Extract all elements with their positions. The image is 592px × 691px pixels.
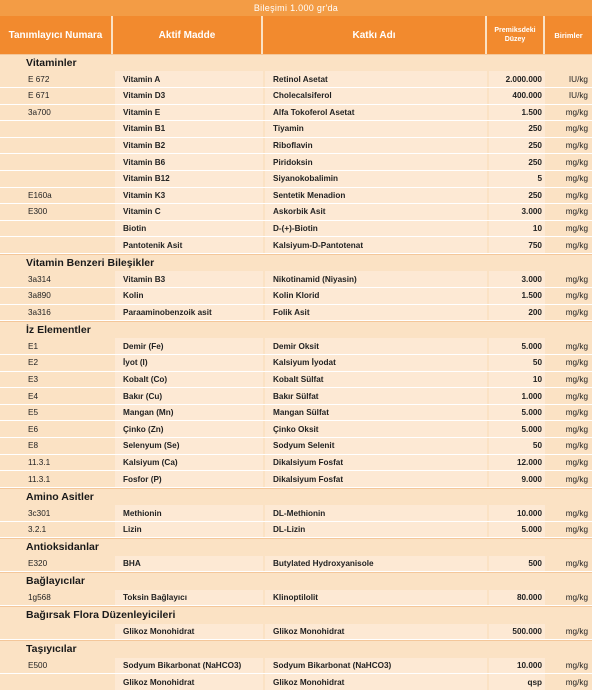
cell-unit: mg/kg (565, 441, 588, 451)
cell-code: 3a890 (28, 291, 51, 301)
composition-title: Bileşimi 1.000 gr'da (0, 0, 592, 16)
cell-level: 200 (487, 305, 545, 321)
cell-active: Kalsiyum (Ca) (113, 455, 263, 471)
cell-level: 250 (487, 188, 545, 204)
cell-code: E2 (28, 358, 39, 368)
cell-active: Vitamin K3 (113, 188, 263, 204)
cell-additive: Glikoz Monohidrat (263, 624, 487, 640)
cell-code (0, 237, 113, 253)
cell-active: Lizin (113, 522, 263, 538)
cell-code: E6 (28, 424, 39, 434)
header-active: Aktif Madde (113, 16, 263, 54)
table-row (0, 556, 592, 573)
table-row (0, 288, 592, 305)
cell-level: 3.000 (487, 271, 545, 287)
cell-additive: Bakır Sülfat (263, 388, 487, 404)
cell-active: Çinko (Zn) (113, 421, 263, 437)
cell-additive: Kobalt Sülfat (263, 372, 487, 388)
cell-level: 1.500 (487, 105, 545, 121)
section-title: İz Elementler (0, 321, 592, 338)
table-row (0, 421, 592, 438)
cell-unit: mg/kg (565, 107, 588, 117)
section-title: Antioksidanlar (0, 538, 592, 555)
cell-unit: mg/kg (565, 424, 588, 434)
cell-code: 3a700 (28, 107, 51, 117)
cell-additive: Riboflavin (263, 138, 487, 154)
cell-unit: mg/kg (565, 224, 588, 234)
cell-additive: Nikotinamid (Niyasin) (263, 271, 487, 287)
section-title: Bağlayıcılar (0, 572, 592, 589)
cell-additive: Piridoksin (263, 154, 487, 170)
cell-unit: mg/kg (565, 240, 588, 250)
cell-additive: Tiyamin (263, 121, 487, 137)
table-row (0, 388, 592, 405)
cell-code: 11.3.1 (28, 457, 51, 467)
cell-level: 3.000 (487, 204, 545, 220)
cell-code: E8 (28, 441, 39, 451)
cell-additive: Alfa Tokoferol Asetat (263, 105, 487, 121)
cell-unit: mg/kg (565, 474, 588, 484)
cell-code: E5 (28, 408, 39, 418)
cell-unit: mg/kg (565, 593, 588, 603)
cell-additive: DL-Methionin (263, 505, 487, 521)
cell-additive: Sodyum Selenit (263, 438, 487, 454)
cell-unit: mg/kg (565, 157, 588, 167)
cell-unit: mg/kg (565, 207, 588, 217)
cell-unit: mg/kg (565, 341, 588, 351)
header-level: Premiksdeki Düzey (487, 16, 545, 54)
cell-additive: Butylated Hydroxyanisole (263, 556, 487, 572)
table-row (0, 624, 592, 641)
cell-level: 500 (487, 556, 545, 572)
cell-unit: mg/kg (565, 627, 588, 637)
cell-unit: mg/kg (565, 508, 588, 518)
table-row (0, 471, 592, 488)
cell-code: 3a316 (28, 307, 51, 317)
cell-code (0, 138, 113, 154)
cell-code: 11.3.1 (28, 474, 51, 484)
table-row (0, 121, 592, 138)
cell-level: 12.000 (487, 455, 545, 471)
table-row (0, 88, 592, 105)
cell-unit: mg/kg (565, 124, 588, 134)
cell-code (0, 221, 113, 237)
cell-unit: mg/kg (565, 457, 588, 467)
cell-active: Kolin (113, 288, 263, 304)
cell-code: E500 (28, 661, 48, 671)
cell-level: 10.000 (487, 658, 545, 674)
cell-level: 9.000 (487, 471, 545, 487)
cell-code (0, 624, 113, 640)
cell-level: 1.500 (487, 288, 545, 304)
table-row (0, 438, 592, 455)
section-title: Amino Asitler (0, 488, 592, 505)
cell-code: E 672 (28, 74, 50, 84)
cell-additive: Dikalsiyum Fosfat (263, 455, 487, 471)
cell-additive: Kolin Klorid (263, 288, 487, 304)
cell-active: Vitamin D3 (113, 88, 263, 104)
cell-code (0, 154, 113, 170)
cell-code: 3.2.1 (28, 525, 47, 535)
cell-active: Vitamin B2 (113, 138, 263, 154)
header-code: Tanımlayıcı Numara (0, 16, 113, 54)
table-row (0, 271, 592, 288)
cell-active: Pantotenik Asit (113, 237, 263, 253)
cell-level: 10 (487, 372, 545, 388)
table-row (0, 674, 592, 691)
cell-code: E3 (28, 374, 39, 384)
cell-code: E320 (28, 559, 48, 569)
cell-level: 5.000 (487, 421, 545, 437)
cell-active: Methionin (113, 505, 263, 521)
header-unit: Birimler (545, 16, 592, 54)
cell-level: 5.000 (487, 405, 545, 421)
cell-active: Vitamin B12 (113, 171, 263, 187)
cell-unit: mg/kg (565, 661, 588, 671)
cell-level: 5 (487, 171, 545, 187)
table-row (0, 355, 592, 372)
cell-unit: mg/kg (565, 391, 588, 401)
cell-active: Kobalt (Co) (113, 372, 263, 388)
cell-level: 250 (487, 121, 545, 137)
table-row (0, 154, 592, 171)
cell-unit: mg/kg (565, 174, 588, 184)
table-row (0, 505, 592, 522)
cell-unit: mg/kg (565, 408, 588, 418)
cell-unit: IU/kg (568, 74, 588, 84)
cell-level: 50 (487, 355, 545, 371)
cell-code (0, 674, 113, 690)
cell-level: 500.000 (487, 624, 545, 640)
section-title: Vitaminler (0, 54, 592, 71)
table-row (0, 305, 592, 322)
cell-additive: Folik Asit (263, 305, 487, 321)
cell-active: Biotin (113, 221, 263, 237)
cell-additive: Klinoptilolit (263, 590, 487, 606)
cell-level: 2.000.000 (487, 71, 545, 87)
cell-additive: Mangan Sülfat (263, 405, 487, 421)
cell-level: 5.000 (487, 338, 545, 354)
cell-active: Toksin Bağlayıcı (113, 590, 263, 606)
cell-level: 250 (487, 154, 545, 170)
table-row (0, 221, 592, 238)
cell-unit: mg/kg (565, 274, 588, 284)
cell-code (0, 121, 113, 137)
cell-active: Demir (Fe) (113, 338, 263, 354)
table-row (0, 105, 592, 122)
cell-active: Vitamin B6 (113, 154, 263, 170)
section-title: Taşıyıcılar (0, 640, 592, 657)
table-row (0, 522, 592, 539)
cell-code: E300 (28, 207, 48, 217)
table-row (0, 590, 592, 607)
cell-unit: mg/kg (565, 525, 588, 535)
section-title: Vitamin Benzeri Bileşikler (0, 254, 592, 271)
cell-additive: Dikalsiyum Fosfat (263, 471, 487, 487)
cell-additive: Sodyum Bikarbonat (NaHCO3) (263, 658, 487, 674)
cell-active: Bakır (Cu) (113, 388, 263, 404)
header-additive: Katkı Adı (263, 16, 487, 54)
table-header (0, 16, 592, 54)
cell-unit: mg/kg (565, 307, 588, 317)
table-row (0, 188, 592, 205)
cell-level: 80.000 (487, 590, 545, 606)
cell-level: 50 (487, 438, 545, 454)
cell-unit: IU/kg (568, 91, 588, 101)
cell-additive: Retinol Asetat (263, 71, 487, 87)
cell-additive: Çinko Oksit (263, 421, 487, 437)
cell-level: qsp (487, 674, 545, 690)
cell-active: Vitamin C (113, 204, 263, 220)
cell-level: 10.000 (487, 505, 545, 521)
cell-active: Paraaminobenzoik asit (113, 305, 263, 321)
cell-code: 3a314 (28, 274, 51, 284)
table-row (0, 71, 592, 88)
cell-additive: Demir Oksit (263, 338, 487, 354)
cell-unit: mg/kg (565, 141, 588, 151)
table-body (0, 54, 592, 691)
cell-level: 250 (487, 138, 545, 154)
cell-level: 400.000 (487, 88, 545, 104)
cell-additive: Cholecalsiferol (263, 88, 487, 104)
cell-level: 750 (487, 237, 545, 253)
table-row (0, 138, 592, 155)
cell-additive: Kalsiyum-D-Pantotenat (263, 237, 487, 253)
cell-unit: mg/kg (565, 190, 588, 200)
cell-active: BHA (113, 556, 263, 572)
cell-additive: Askorbik Asit (263, 204, 487, 220)
cell-additive: Siyanokobalimin (263, 171, 487, 187)
table-row (0, 171, 592, 188)
cell-code: E1 (28, 341, 39, 351)
cell-active: Vitamin A (113, 71, 263, 87)
cell-active: İyot (I) (113, 355, 263, 371)
cell-level: 1.000 (487, 388, 545, 404)
cell-active: Vitamin B1 (113, 121, 263, 137)
cell-active: Vitamin B3 (113, 271, 263, 287)
cell-active: Vitamin E (113, 105, 263, 121)
table-row (0, 372, 592, 389)
cell-active: Selenyum (Se) (113, 438, 263, 454)
cell-unit: mg/kg (565, 677, 588, 687)
cell-additive: Kalsiyum İyodat (263, 355, 487, 371)
cell-active: Mangan (Mn) (113, 405, 263, 421)
table-row (0, 204, 592, 221)
cell-active: Fosfor (P) (113, 471, 263, 487)
cell-unit: mg/kg (565, 374, 588, 384)
table-row (0, 237, 592, 254)
cell-active: Glikoz Monohidrat (113, 674, 263, 690)
cell-active: Glikoz Monohidrat (113, 624, 263, 640)
table-row (0, 455, 592, 472)
cell-level: 10 (487, 221, 545, 237)
cell-code: E160a (28, 190, 52, 200)
table-row (0, 338, 592, 355)
cell-unit: mg/kg (565, 559, 588, 569)
table-row (0, 405, 592, 422)
cell-code: E 671 (28, 91, 50, 101)
cell-additive: D-(+)-Biotin (263, 221, 487, 237)
cell-additive: Glikoz Monohidrat (263, 674, 487, 690)
cell-additive: Sentetik Menadion (263, 188, 487, 204)
section-title: Bağırsak Flora Düzenleyicileri (0, 606, 592, 623)
cell-level: 5.000 (487, 522, 545, 538)
cell-code: E4 (28, 391, 39, 401)
cell-additive: DL-Lizin (263, 522, 487, 538)
cell-code (0, 171, 113, 187)
cell-code: 3c301 (28, 508, 51, 518)
cell-unit: mg/kg (565, 291, 588, 301)
cell-code: 1g568 (28, 593, 51, 603)
cell-active: Sodyum Bikarbonat (NaHCO3) (113, 658, 263, 674)
cell-unit: mg/kg (565, 358, 588, 368)
